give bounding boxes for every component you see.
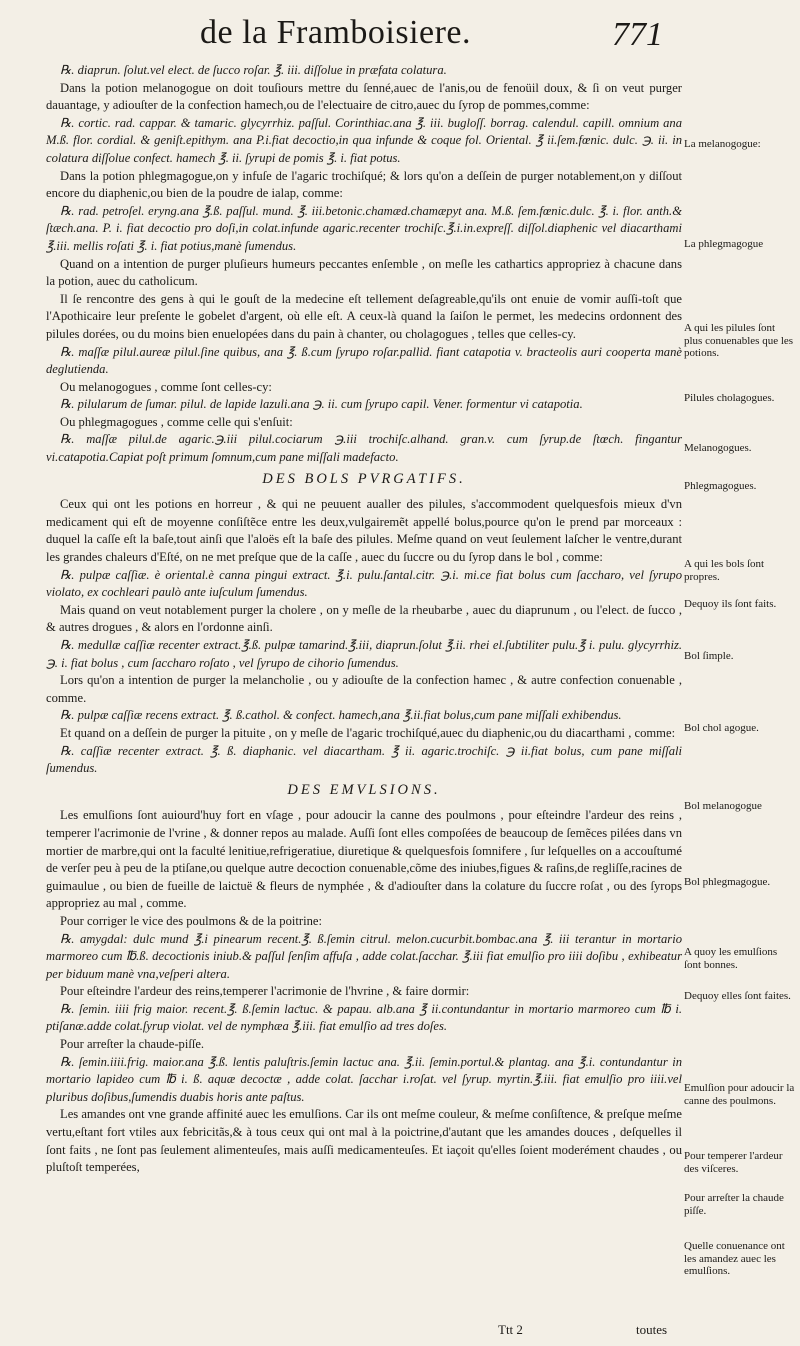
signature-mark: Ttt 2 xyxy=(498,1322,523,1337)
paragraph: Quand on a intention de purger pluſieurs humeurs peccantes enſemble , on meſle les cathartics appropriez à chacune dans la potion, auec du catholicum. xyxy=(46,256,682,289)
margin-note: Melanogogues. xyxy=(684,442,752,454)
margin-note: Bol melanogogue xyxy=(684,800,762,812)
paragraph: Dans la potion melanogogue on doit touſiours mettre du ſenné,auec de l'anis,ou de fenoüil doux, & ſi on veut purger dauantage, y adiouſter de la confection hamech,ou de l'electuaire de citro,auec du ſyrop de pommes,comme: xyxy=(46,80,682,113)
catchword: toutes xyxy=(636,1322,668,1337)
paragraph: Pour corriger le vice des poulmons & de la poitrine: xyxy=(60,913,322,928)
prescription: ℞. pulpæ caſſiæ. è oriental.è canna pingui extract. ℥.i. pulu.ſantal.citr. ℈.i. mi.ce fiat bolus cum ſaccharo, vel ſyrupo violato, ex cochleari paulò ante iuſculum ſumendus. xyxy=(46,567,682,600)
paragraph: Ceux qui ont les potions en horreur , & qui ne peuuent aualler des pilules, s'accommodent quelquesfois mieux d'vn medicament qui eſt de moyenne conſiſtẽce entre les deux,vulgairemẽt appellé bolus,pource qu'on le prend par morceaux : duquel la caſſe eſt la baſe,tout ainſi que l'aloës eſt la baſe des pilules. Meſme quand on veut ſeulement laſcher le ventre,durant les grandes chaleurs d'Eſté, on ne met preſque que de la caſſe , auec du ſuccre ou du ſyrop dans le bol , comme: xyxy=(46,497,682,565)
main-text-block xyxy=(46,62,682,1177)
margin-note: Dequoy elles ſont faites. xyxy=(684,990,791,1002)
margin-note: A qui les bols ſont propres. xyxy=(684,558,765,583)
prescription: ℞. ſemin.iiii.frig. maior.ana ℥.ß. lentis paluſtris.ſemin lactuc ana. ℥.ii. ſemin.portul.& plantag. ana ℥.i. contundantur in mortario lapideo cum ℔ i. ß. aquæ decoctæ , adde colat. ſacchar i.roſat. vel ſyrup. myrtin.℥.iii. fiat emulſio pro iiii.vel pluribus doſibus,ſumendis duabis horis ante paſtus. xyxy=(46,1054,682,1104)
section-heading: DES BOLS PVRGATIFS. xyxy=(262,470,466,487)
paragraph: Pour arreſter la chaude-piſſe. xyxy=(60,1037,205,1052)
prescription: ℞. maſſæ pilul.aureæ pilul.ſine quibus, ana ℥. ß.cum ſyrupo roſar.pallid. fiant catapotia v. bracteolis auri cooperta manè deglutienda. xyxy=(46,344,682,377)
prescription: ℞. medullæ caſſiæ recenter extract.℥.ß. pulpæ tamarind.℥.iii, diaprun.ſolut ℥.ii. rhei el.ſubtiliter pulu.℥ i. pulu. glycyrrhiz. ℈. i. fiat bolus , cum ſaccharo roſato , vel ſyrupo de cihorio ſumendus. xyxy=(46,638,682,670)
paragraph: Les amandes ont vne grande affinité auec les emulſions. Car ils ont meſme couleur, & meſme conſiſtence, & preſque meſme vertu,eſtant fort vtiles aux febricitãs,& à tous ceux qui ont mal à la poictrine,d'autant que les amandes douces , deſquelles il ſont faits , ne ſont pas ſeulement alimenteuſes, mais auſſi medicamenteuſes. Et iaçoit qu'elles ſoient moderément chaudes , ou pluſtoſt temperées, xyxy=(46,1107,682,1175)
margin-note: Bol ſimple. xyxy=(684,650,734,662)
running-head: de la Framboisiere. xyxy=(200,14,472,51)
prescription: ℞. rad. petroſel. eryng.ana ℥.ß. paſſul. mund. ℥. iii.betonic.chamæd.chamæpyt ana. M.ß. ſem.fœnic.dulc. ℥. i. flor. anth.& ſtæch.ana. P. i. fiat decoctio pro doſi,in colat.infunde agaric.recenter trochiſc.℥.i.in.expreſſ. diſſol.diaphenic vel diacarthami ℥.iii. mellis roſati ℥. i. fiat potius,manè ſumendus. xyxy=(46,203,682,253)
margin-note: Pour arreſter la chaude piſſe. xyxy=(684,1192,784,1217)
margin-note: A quoy les emulſions ſont bonnes. xyxy=(684,946,778,971)
paragraph: Pour eſteindre l'ardeur des reins,temperer l'acrimonie de l'hvrine , & faire dormir: xyxy=(60,984,470,999)
paragraph: Ou melanogogues , comme ſont celles-cy: xyxy=(60,379,272,394)
margin-note: A qui les pilules ſont plus conuenables que les potions. xyxy=(684,322,794,359)
paragraph: Les emulſions ſont auiourd'huy fort en vſage , pour adoucir la canne des poulmons , pour eſteindre l'ardeur des reins , temperer l'acrimonie de l'vrine , & donner repos au malade. Auſſi ſont elles compoſées de beaucoup de ſemẽces pilées dans vn mortier de marbre,qui ont la faculté lenitiue,refrigeratiue, diuretique & quelquesfois ſomnifere , ſur leſquelles on a accouſtumé de verſer peu à peu de la ptiſane,ou quelque autre decoction conuenable,cõme des iniubes,figues & raſins,de regliſſe,racines de guimaulue , ou bien de fueille de laictuë & fleurs de nymphée , & d'adiouſter dans la colature du ſuccre roſat , ou des ſyrops appropriez au mal , comme. xyxy=(46,808,682,911)
prescription: ℞. pulpæ caſſiæ recens extract. ℥. ß.cathol. & confect. hamech,ana ℥.ii.fiat bolus,cum pane miſſali exhibendus. xyxy=(60,708,622,723)
margin-note: Quelle conuenance ont les amandez auec les emulſions. xyxy=(684,1240,785,1277)
paragraph: Dans la potion phlegmagogue,on y infuſe de l'agaric trochiſqué; & lors qu'on a deſſein de purger notablement,on y diſſout encore du diaphenic,ou bien de la poudre de ialap, comme: xyxy=(46,168,682,201)
margin-note: La phlegmagogue xyxy=(684,238,764,250)
margin-note: Bol chol agogue. xyxy=(684,722,759,734)
margin-note: Pour temperer l'ardeur des viſceres. xyxy=(684,1150,783,1175)
section-heading: DES EMVLSIONS. xyxy=(287,781,441,798)
prescription: ℞. ſemin. iiii frig maior. recent.℥. ß.ſemin laƈtuc. & papau. alb.ana ℥ ii.contundantur in mortario marmoreo cum ℔ i. ptiſanæ.adde colat.ſyrup violat. vel de nymphæa ℥.iii. fiat emulſio ad tres doſes. xyxy=(46,1001,682,1034)
paragraph: Mais quand on veut notablement purger la cholere , on y meſle de la rheubarbe , auec du diaprunum , ou l'elect. de ſucco , & autres drogues , & alors en l'ordonne ainſi. xyxy=(46,602,682,635)
paragraph: Il ſe rencontre des gens à qui le gouſt de la medecine eſt tellement deſagreable,qu'ils ont enuie de vomir auſſi-toſt que l'Apothicaire leur preſente le gobelet d'argent, où elle eſt. A ceux-là quand la ſaiſon le permet, les medecins ordonnent des pilules dorées, ou du moins bien enuelopées dans du pain à chanter, ou cholagogues , telles que celles-cy. xyxy=(46,291,682,341)
prescription: ℞. maſſæ pilul.de agaric.℈.iii pilul.cociarum ℈.iii trochiſc.alhand. gran.v. cum ſyrup.de ſtœch. fingantur vi.catapotia.Capiat poſt primum ſomnum,cum pane miſſali madefacto. xyxy=(46,432,682,465)
prescription: ℞. caſſiæ recenter extract. ℥. ß. diaphanic. vel diacartham. ℥ ii. agaric.trochiſc. ℈ ii.fiat bolus, cum pane miſſali ſumendus. xyxy=(46,743,682,776)
margin-note: Dequoy ils ſont faits. xyxy=(684,598,777,610)
prescription: ℞. diaprun. ſolut.vel elect. de ſucco roſar. ℥. iii. diſſolue in præfata colatura. xyxy=(60,63,447,77)
page-number: 771 xyxy=(612,16,663,53)
prescription: ℞. amygdal: dulc mund ℥.i pinearum recent.℥. ß.ſemin citrul. melon.cucurbit.bombac.ana ℥. iii terantur in mortario marmoreo cum ℔.ß. decoctionis iniub.& paſſul ſenſim affuſa , adde colat.ſacchar. ℥.iii fiat emulſio pro iiii doſibu , exhibeatur per biduum manè vna,veſperi altera. xyxy=(46,931,682,981)
margin-note: La melanogogue: xyxy=(684,138,761,150)
margin-note: Pilules cholagogues. xyxy=(684,392,775,404)
prescription: ℞. pilularum de ſumar. pilul. de lapide lazuli.ana ℈. ii. cum ſyrupo capil. Vener. formentur vi catapotia. xyxy=(60,397,583,412)
paragraph: Lors qu'on a intention de purger la melancholie , ou y adiouſte de la confection hamec , & autre confection conuenable , comme. xyxy=(46,673,682,705)
margin-note: Phlegmagogues. xyxy=(684,480,757,492)
margin-note: Emulſion pour adoucir la canne des poulmons. xyxy=(684,1082,795,1107)
paragraph: Et quand on a deſſein de purger la pituite , on y meſle de l'agaric trochiſqué,auec du diaphenic,ou du diacarthami , comme: xyxy=(60,725,676,740)
prescription: ℞. cortic. rad. cappar. & tamaric. glycyrrhiz. paſſul. Corinthiac.ana ℥. iii. bugloſſ. borrag. calendul. capill. omnium ana M.ß. flor. cordial. & geniſt.epithym. ana P.i.fiat decoctio,in qua infunde & coque fol. Oriental. ℥ ii.ſem.fœnic. dulc. ℈. ii. in colatura diſſolue confect. hamech ℥. ii. ſyrupi de pomis ℥. i. fiat potus. xyxy=(46,115,682,165)
margin-note: Bol phlegmagogue. xyxy=(684,876,771,888)
paragraph: Ou phlegmagogues , comme celle qui s'enſuit: xyxy=(60,414,293,429)
